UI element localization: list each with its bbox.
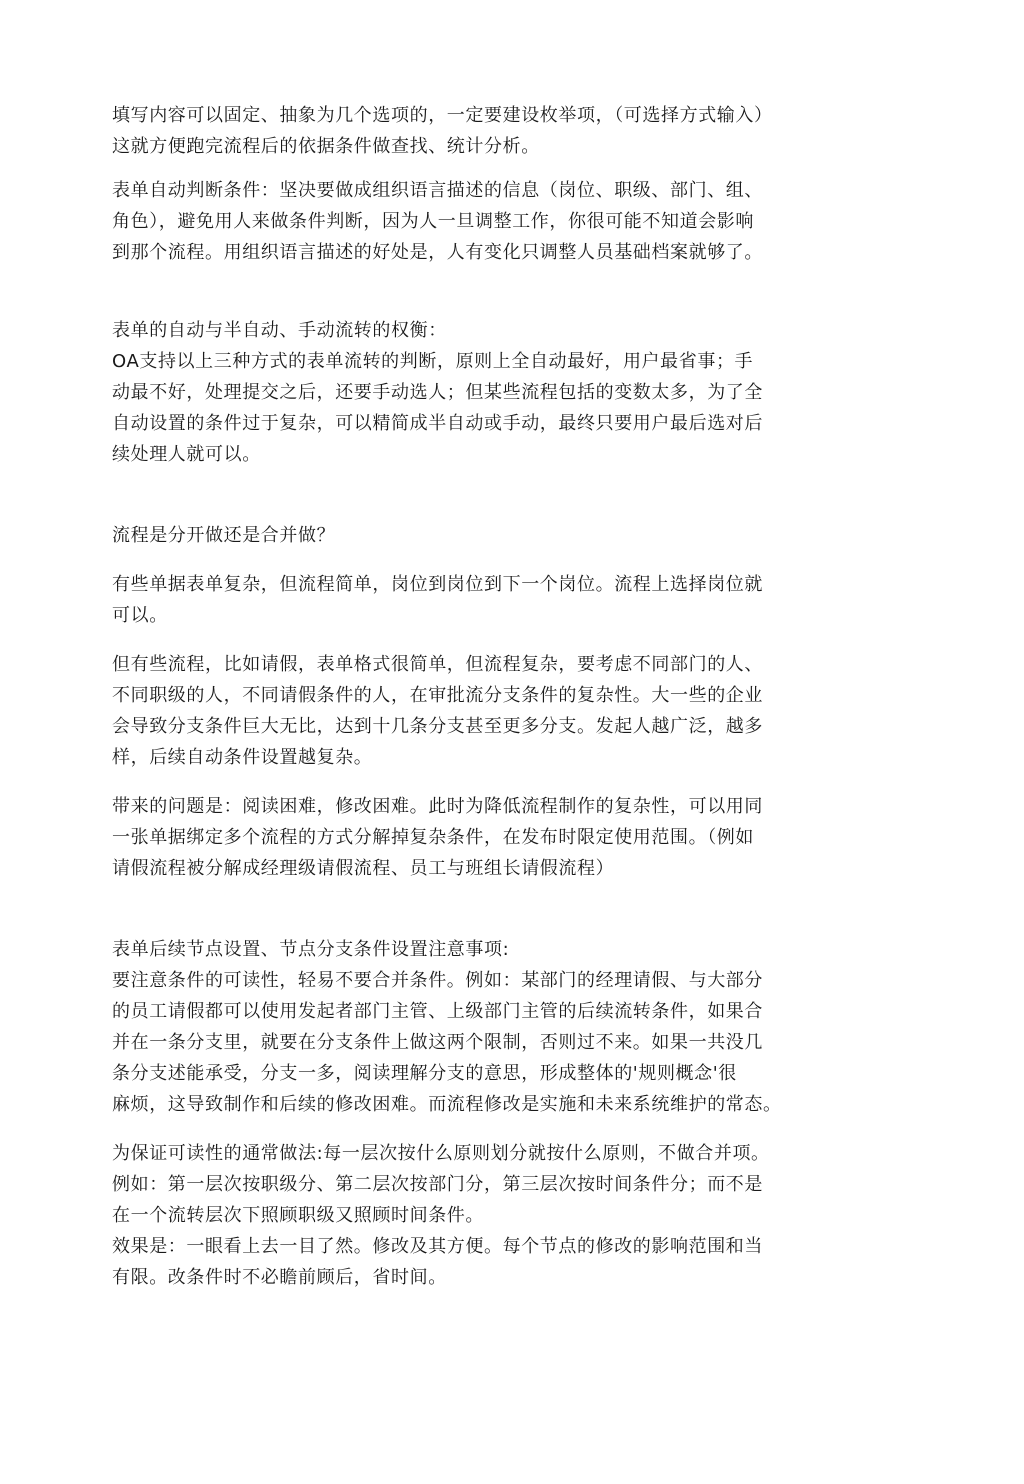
paragraph-problems: 带来的问题是：阅读困难，修改困难。此时为降低流程制作的复杂性，可以用同 一张单据绑定多个流程的方式分解掉复杂条件，在发布时限定使用范围。（例如 请假流程被分解成经理级请假流程、员工与班组长请假流程） xyxy=(112,796,763,879)
paragraph-auto-conditions: 表单自动判断条件：坚决要做成组织语言描述的信息（岗位、职级、部门、组、 角色），避免用人来做条件判断，因为人一旦调整工作，你很可能不知道会影响 到那个流程。用组织语言描述的好处是，人有变化只调整人员基础档案就够了。 xyxy=(112,180,763,263)
document-page xyxy=(112,100,872,1293)
paragraph-simple-flow: 有些单据表单复杂，但流程简单，岗位到岗位到下一个岗位。流程上选择岗位就 可以。 xyxy=(112,574,763,626)
paragraph-split-or-merge-heading: 流程是分开做还是合并做？ xyxy=(112,525,336,546)
paragraph-readability-practice: 为保证可读性的通常做法:每一层次按什么原则划分就按什么原则，不做合并项。 例如：第一层次按职级分、第二层次按部门分，第三层次按时间条件分；而不是 在一个流转层次下照顾职级又照顾时间条件。 效果是：一眼看上去一目了然。修改及其方便。每个节点的修改的影响范围和当 有限。改条件时不必瞻前顾后，省时间。 xyxy=(112,1143,770,1288)
paragraph-flow-modes: 表单的自动与半自动、手动流转的权衡： OA支持以上三种方式的表单流转的判断，原则上全自动最好，用户最省事；手 动最不好，处理提交之后，还要手动选人；但某些流程包括的变数太多，为了全 自动设置的条件过于复杂，可以精简成半自动或手动，最终只要用户最后选对后 续处理人就可以。 xyxy=(112,320,763,465)
paragraph-enum-options: 填写内容可以固定、抽象为几个选项的，一定要建设枚举项，（可选择方式输入） 这就方便跑完流程后的依据条件做查找、统计分析。 xyxy=(112,105,773,157)
paragraph-complex-flow: 但有些流程，比如请假，表单格式很简单，但流程复杂，要考虑不同部门的人、 不同职级的人，不同请假条件的人，在审批流分支条件的复杂性。大一些的企业 会导致分支条件巨大无比，达到十几条分支甚至更多分支。发起人越广泛，越多 样，后续自动条件设置越复杂。 xyxy=(112,654,763,768)
paragraph-node-settings: 表单后续节点设置、节点分支条件设置注意事项: 要注意条件的可读性，轻易不要合并条件。例如：某部门的经理请假、与大部分 的员工请假都可以使用发起者部门主管、上级部门主管的后续流转条件，如果合 并在一条分支里，就要在分支条件上做这两个限制，否则过不来。如果一共没几 条分支述能承受，分支一多，阅读理解分支的意思，形成整体的'规则概念'很 麻烦，这导致制作和后续的修改困难。而流程修改是实施和未来系统维护的常态。 xyxy=(112,939,782,1115)
